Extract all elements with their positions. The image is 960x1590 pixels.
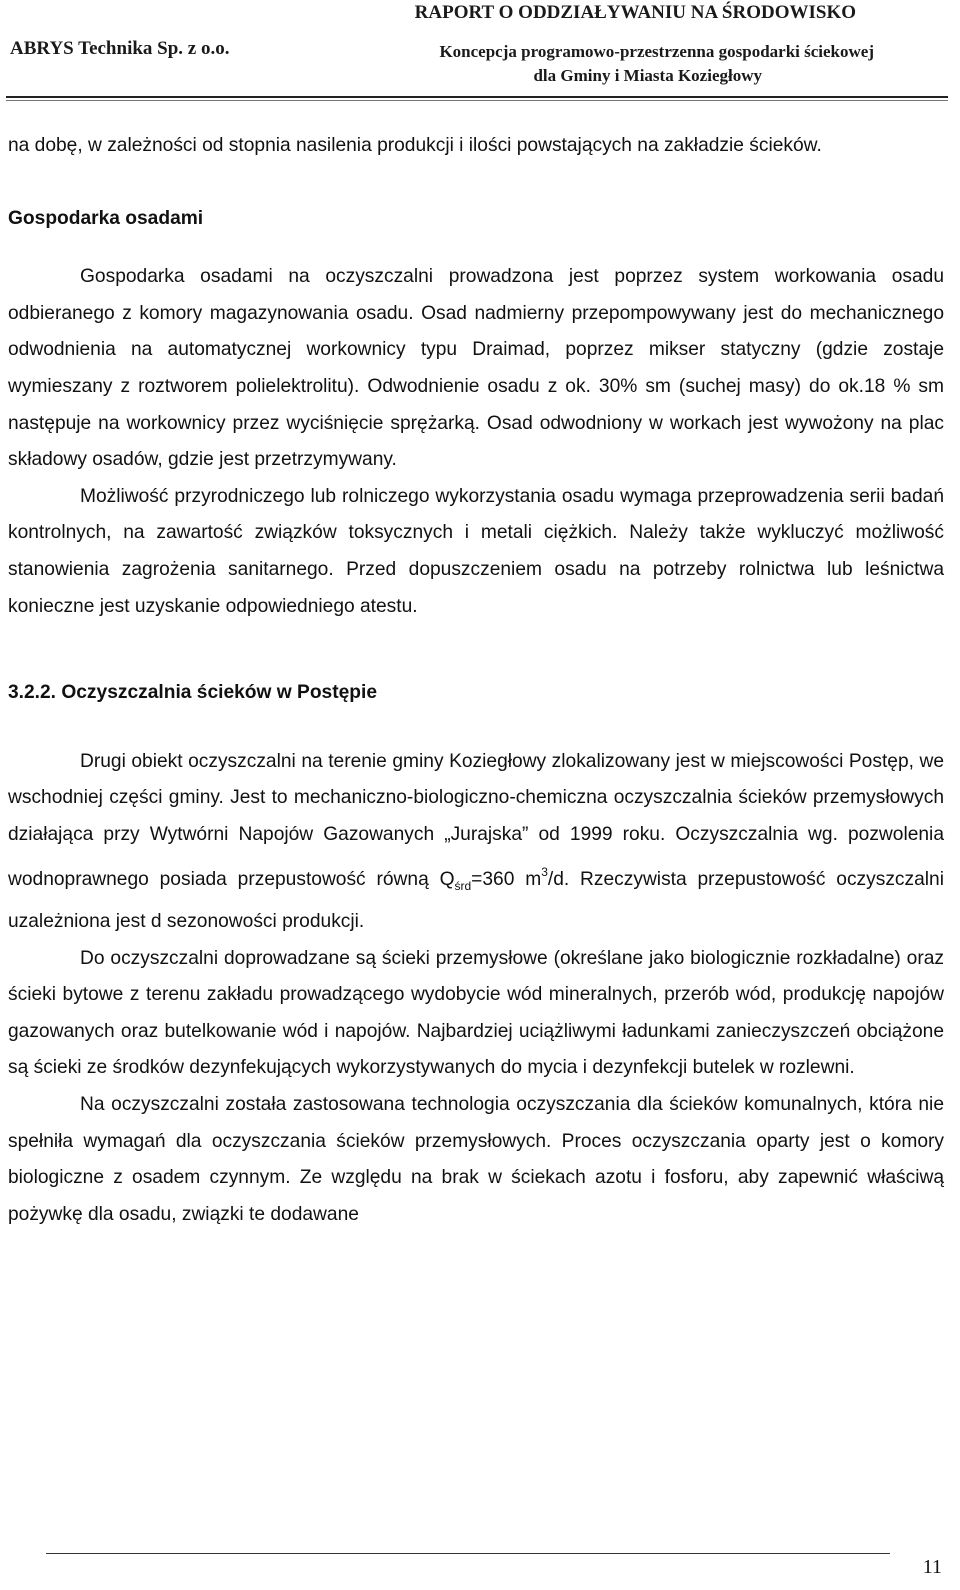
company-name: ABRYS Technika Sp. z o.o. bbox=[10, 38, 230, 59]
technology-paragraph: Na oczyszczalni została zastosowana technologia oczyszczania dla ścieków komunalnych, która nie spełniła wymagań dla oczyszczania ścieków przemysłowych. Proces oczyszczania oparty jest o komory biologiczne z osadem czynnym. Ze względu na brak w ściekach azotu i fosforu, aby zapewnić właściwą pożywkę dla osadu, związki te dodawane bbox=[8, 1094, 944, 1225]
page-number: 11 bbox=[922, 1556, 942, 1578]
section-heading: 3.2.2. Oczyszczalnia ścieków w Postępie bbox=[8, 682, 378, 704]
flow-subscript: śrd bbox=[454, 878, 472, 893]
inflow-paragraph: Do oczyszczalni doprowadzane są ścieki przemysłowe (określane jako biologicznie rozkładalne) oraz ścieki bytowe z terenu zakładu prowadzącego wydobycie wód mineralnych, przerób wód, produkcję napojów gazowanych oraz butelkowanie wód i napojów. Najbardziej uciążliwymi ładunkami zanieczyszczeń obciążone są ścieki ze środków dezynfekujących wykorzystywanych do mycia i dezynfekcji butelek w rozlewni. bbox=[8, 947, 944, 1079]
plant-text-b: =360 m bbox=[471, 868, 542, 890]
concept-title-line2: dla Gminy i Miasta Koziegłowy bbox=[533, 66, 762, 85]
document-body bbox=[8, 128, 944, 1233]
report-title: RAPORT O ODDZIAŁYWANIU NA ŚRODOWISKO bbox=[414, 2, 856, 23]
header-rule-thin bbox=[6, 100, 948, 101]
footer-rule bbox=[46, 1553, 890, 1554]
cubic-superscript: 3 bbox=[541, 864, 548, 879]
page-header bbox=[0, 0, 960, 100]
header-rule-thick bbox=[6, 96, 948, 98]
plant-text-a: Drugi obiekt oczyszczalni na terenie gminy Koziegłowy zlokalizowany jest w miejscowości Postęp, we wschodniej części gminy. Jest to mechaniczno-biologiczno-chemiczna oczyszczalnia ścieków przemysłowych działająca przy Wytwórni Napojów Gazowanych „Jurajska” od 1999 roku. Oczyszczalnia wg. pozwolenia wodnoprawnego posiada przepustowość równą Q bbox=[8, 750, 944, 890]
concept-title-line1: Koncepcja programowo-przestrzenna gospodarki ściekowej bbox=[439, 42, 874, 61]
plant-description-paragraph bbox=[8, 744, 944, 941]
plant-text-c: /d. Rzeczywista przepustowość oczyszczalni uzależniona jest d sezonowości produkcji. bbox=[8, 868, 944, 933]
sludge-paragraph-1: Gospodarka osadami na oczyszczalni prowadzona jest poprzez system workowania osadu odbieranego z komory magazynowania osadu. Osad nadmierny przepompowywany jest do mechanicznego odwodnienia na automatycznej workownicy typu Draimad, poprzez mikser statyczny (gdzie zostaje wymieszany z roztworem polielektrolitu). Odwodnienie osadu z ok. 30% sm (suchej masy) do ok.18 % sm następuje na workownicy przez wyciśnięcie sprężarką. Osad odwodniony w workach jest wywożony na plac składowy osadów, gdzie jest przetrzymywany. bbox=[8, 266, 944, 471]
sludge-paragraph-2: Możliwość przyrodniczego lub rolniczego wykorzystania osadu wymaga przeprowadzenia serii badań kontrolnych, na zawartość związków toksycznych i metali ciężkich. Należy także wykluczyć możliwość stanowienia zagrożenia sanitarnego. Przed dopuszczeniem osadu na potrzeby rolnictwa lub leśnictwa konieczne jest uzyskanie odpowiedniego atestu. bbox=[8, 485, 944, 617]
intro-paragraph: na dobę, w zależności od stopnia nasilenia produkcji i ilości powstających na zakładzie ścieków. bbox=[8, 135, 822, 156]
heading-sludge-management: Gospodarka osadami bbox=[8, 207, 204, 229]
